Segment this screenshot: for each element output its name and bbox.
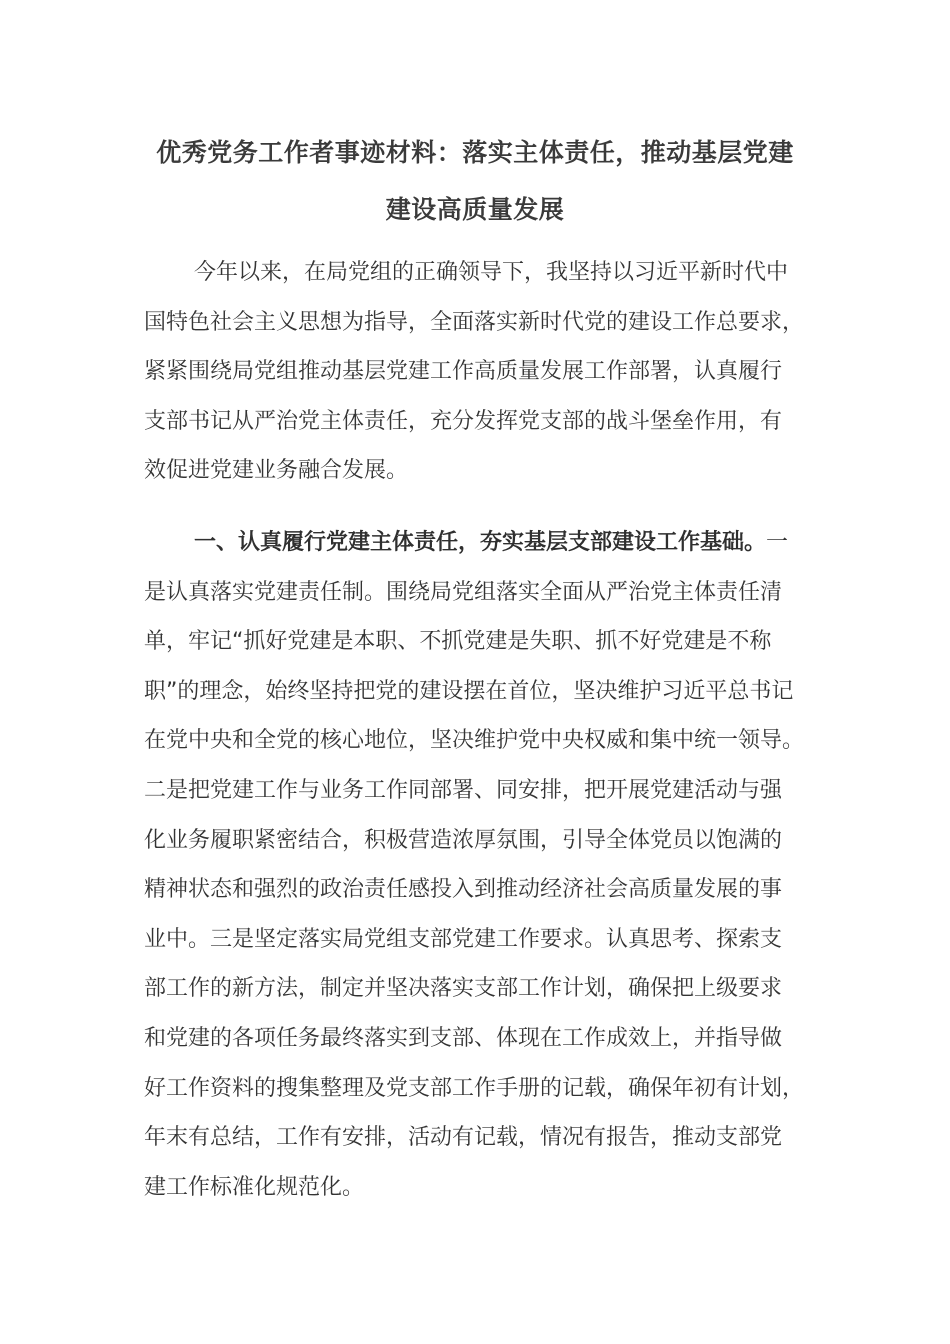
title-line-1: 优秀党务工作者事迹材料：落实主体责任，推动基层党建 [156,138,794,167]
paragraph-line: 职”的理念，始终坚持把党的建设摆在首位，坚决维护习近平总书记 [144,678,794,704]
paragraph-line: 紧紧围绕局党组推动基层党建工作高质量发展工作部署，认真履行 [144,359,783,385]
paragraph-line: 化业务履职紧密结合，积极营造浓厚氛围，引导全体党员以饱满的 [144,827,783,853]
section-heading-continuation: 一 [766,530,789,555]
section-heading-line [144,518,814,568]
paragraph-line: 业中。三是坚定落实局党组支部党建工作要求。认真思考、探索支 [144,926,783,952]
paragraph-line: 今年以来，在局党组的正确领导下，我坚持以习近平新时代中 [194,260,789,285]
document-title [144,124,806,238]
paragraph-line: 国特色社会主义思想为指导，全面落实新时代党的建设工作总要求， [144,309,805,335]
section-heading: 一、认真履行党建主体责任，夯实基层支部建设工作基础。 [194,530,767,555]
paragraph-line: 在党中央和全党的核心地位，坚决维护党中央权威和集中统一领导。 [144,728,805,754]
paragraph-line: 部工作的新方法，制定并坚决落实支部工作计划，确保把上级要求 [144,976,783,1002]
paragraph-line: 效促进党建业务融合发展。 [144,458,409,484]
paragraph-line: 是认真落实党建责任制。围绕局党组落实全面从严治党主体责任清 [144,579,783,605]
paragraph-line: 和党建的各项任务最终落实到支部、体现在工作成效上，并指导做 [144,1025,783,1051]
title-line-2: 建设高质量发展 [385,195,565,224]
paragraph-line: 支部书记从严治党主体责任，充分发挥党支部的战斗堡垒作用，有 [144,408,783,434]
paragraph-line: 单，牢记“抓好党建是本职、不抓党建是失职、抓不好党建是不称 [144,629,772,655]
section-one-paragraph [144,518,814,1212]
paragraph-line: 建工作标准化规范化。 [144,1174,365,1200]
paragraph-line: 好工作资料的搜集整理及党支部工作手册的记载，确保年初有计划， [144,1075,805,1101]
intro-paragraph [144,248,814,496]
paragraph-line: 精神状态和强烈的政治责任感投入到推动经济社会高质量发展的事 [144,877,783,903]
paragraph-line: 二是把党建工作与业务工作同部署、同安排，把开展党建活动与强 [144,777,783,803]
paragraph-line: 年末有总结，工作有安排，活动有记载，情况有报告，推动支部党 [144,1125,783,1151]
